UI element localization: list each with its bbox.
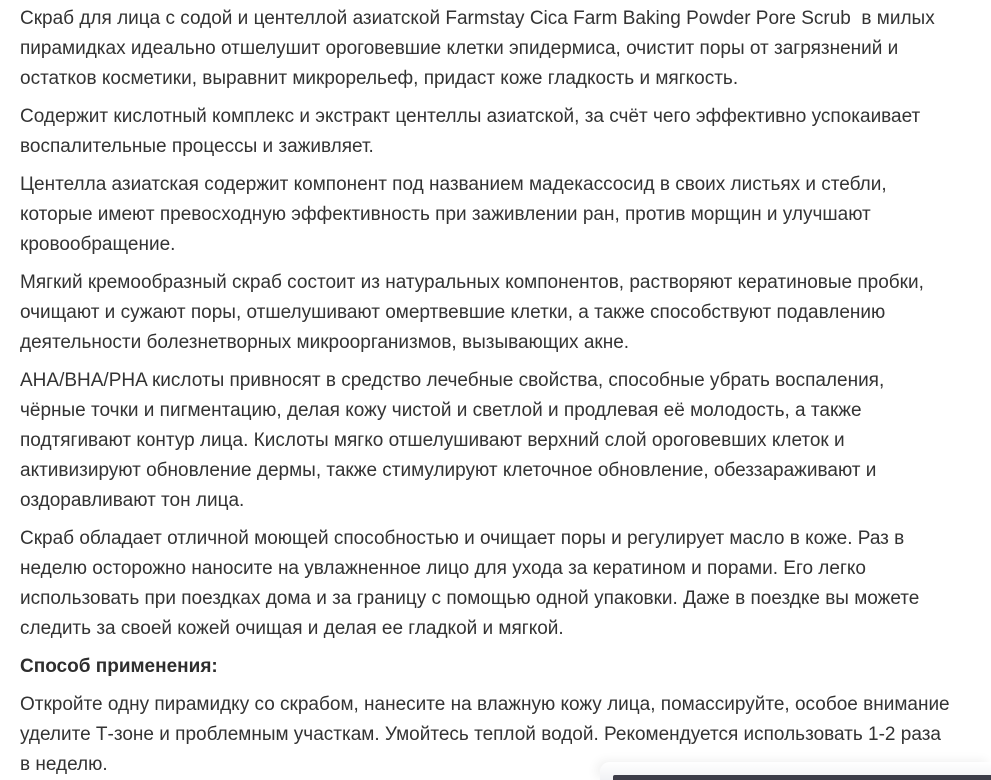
description-paragraph: AHA/BHA/PHA кислоты привносят в средство лечебные свойства, способные убрать воспаления, чёрные точки и пигментацию, делая кожу чистой и светлой и продлевая её молодость, а также подтягивают контур лица. Кислоты мягко отшелушивают верхний слой ороговевших клеток и активизируют обновление дермы, также стимулируют клеточное обновление, обеззараживают и оздоравливают тон лица. (20, 370, 890, 511)
description-paragraph: Скраб обладает отличной моющей способностью и очищает поры и регулирует масло в коже. Раз в неделю осторожно наносите на увлажненное лицо для ухода за кератином и порами. Его легко использовать при поездках дома и за границу с помощью одной упаковки. Даже в поездке вы можете следить за своей кожей очищая и делая ее гладкой и мягкой. (20, 528, 925, 639)
usage-paragraph: Откройте одну пирамидку со скрабом, нанесите на влажную кожу лица, помассируйте, особое внимание уделите Т-зоне и проблемным участкам. Умойтесь теплой водой. Рекомендуется использовать 1-2 раза в неделю. (20, 694, 955, 775)
description-paragraph: Мягкий кремообразный скраб состоит из натуральных компонентов, растворяют кератиновые пробки, очищают и сужают поры, отшелушивают омертвевшие клетки, а также способствуют подавлению деятельности болезнетворных микроорганизмов, вызывающих акне. (20, 272, 930, 353)
description-paragraph: Скраб для лица с содой и центеллой азиатской Farmstay Cica Farm Baking Powder Pore Scrub в милых пирамидках идеально отшелушит ороговевшие клетки эпидермиса, очистит поры от загрязнений и остатков косметики, выравнит микрорельеф, придаст коже гладкость и мягкость. (20, 8, 940, 89)
usage-heading: Способ применения: (20, 656, 218, 677)
description-paragraph: Содержит кислотный комплекс и экстракт центеллы азиатской, за счёт чего эффективно успокаивает воспалительные процессы и заживляет. (20, 106, 926, 157)
description-paragraph: Центелла азиатская содержит компонент под названием мадекассосид в своих листьях и стебли, которые имеют превосходную эффективность при заживлении ран, против морщин и улучшают кровообращение. (20, 174, 892, 255)
bottom-overlay-bar (613, 775, 991, 780)
